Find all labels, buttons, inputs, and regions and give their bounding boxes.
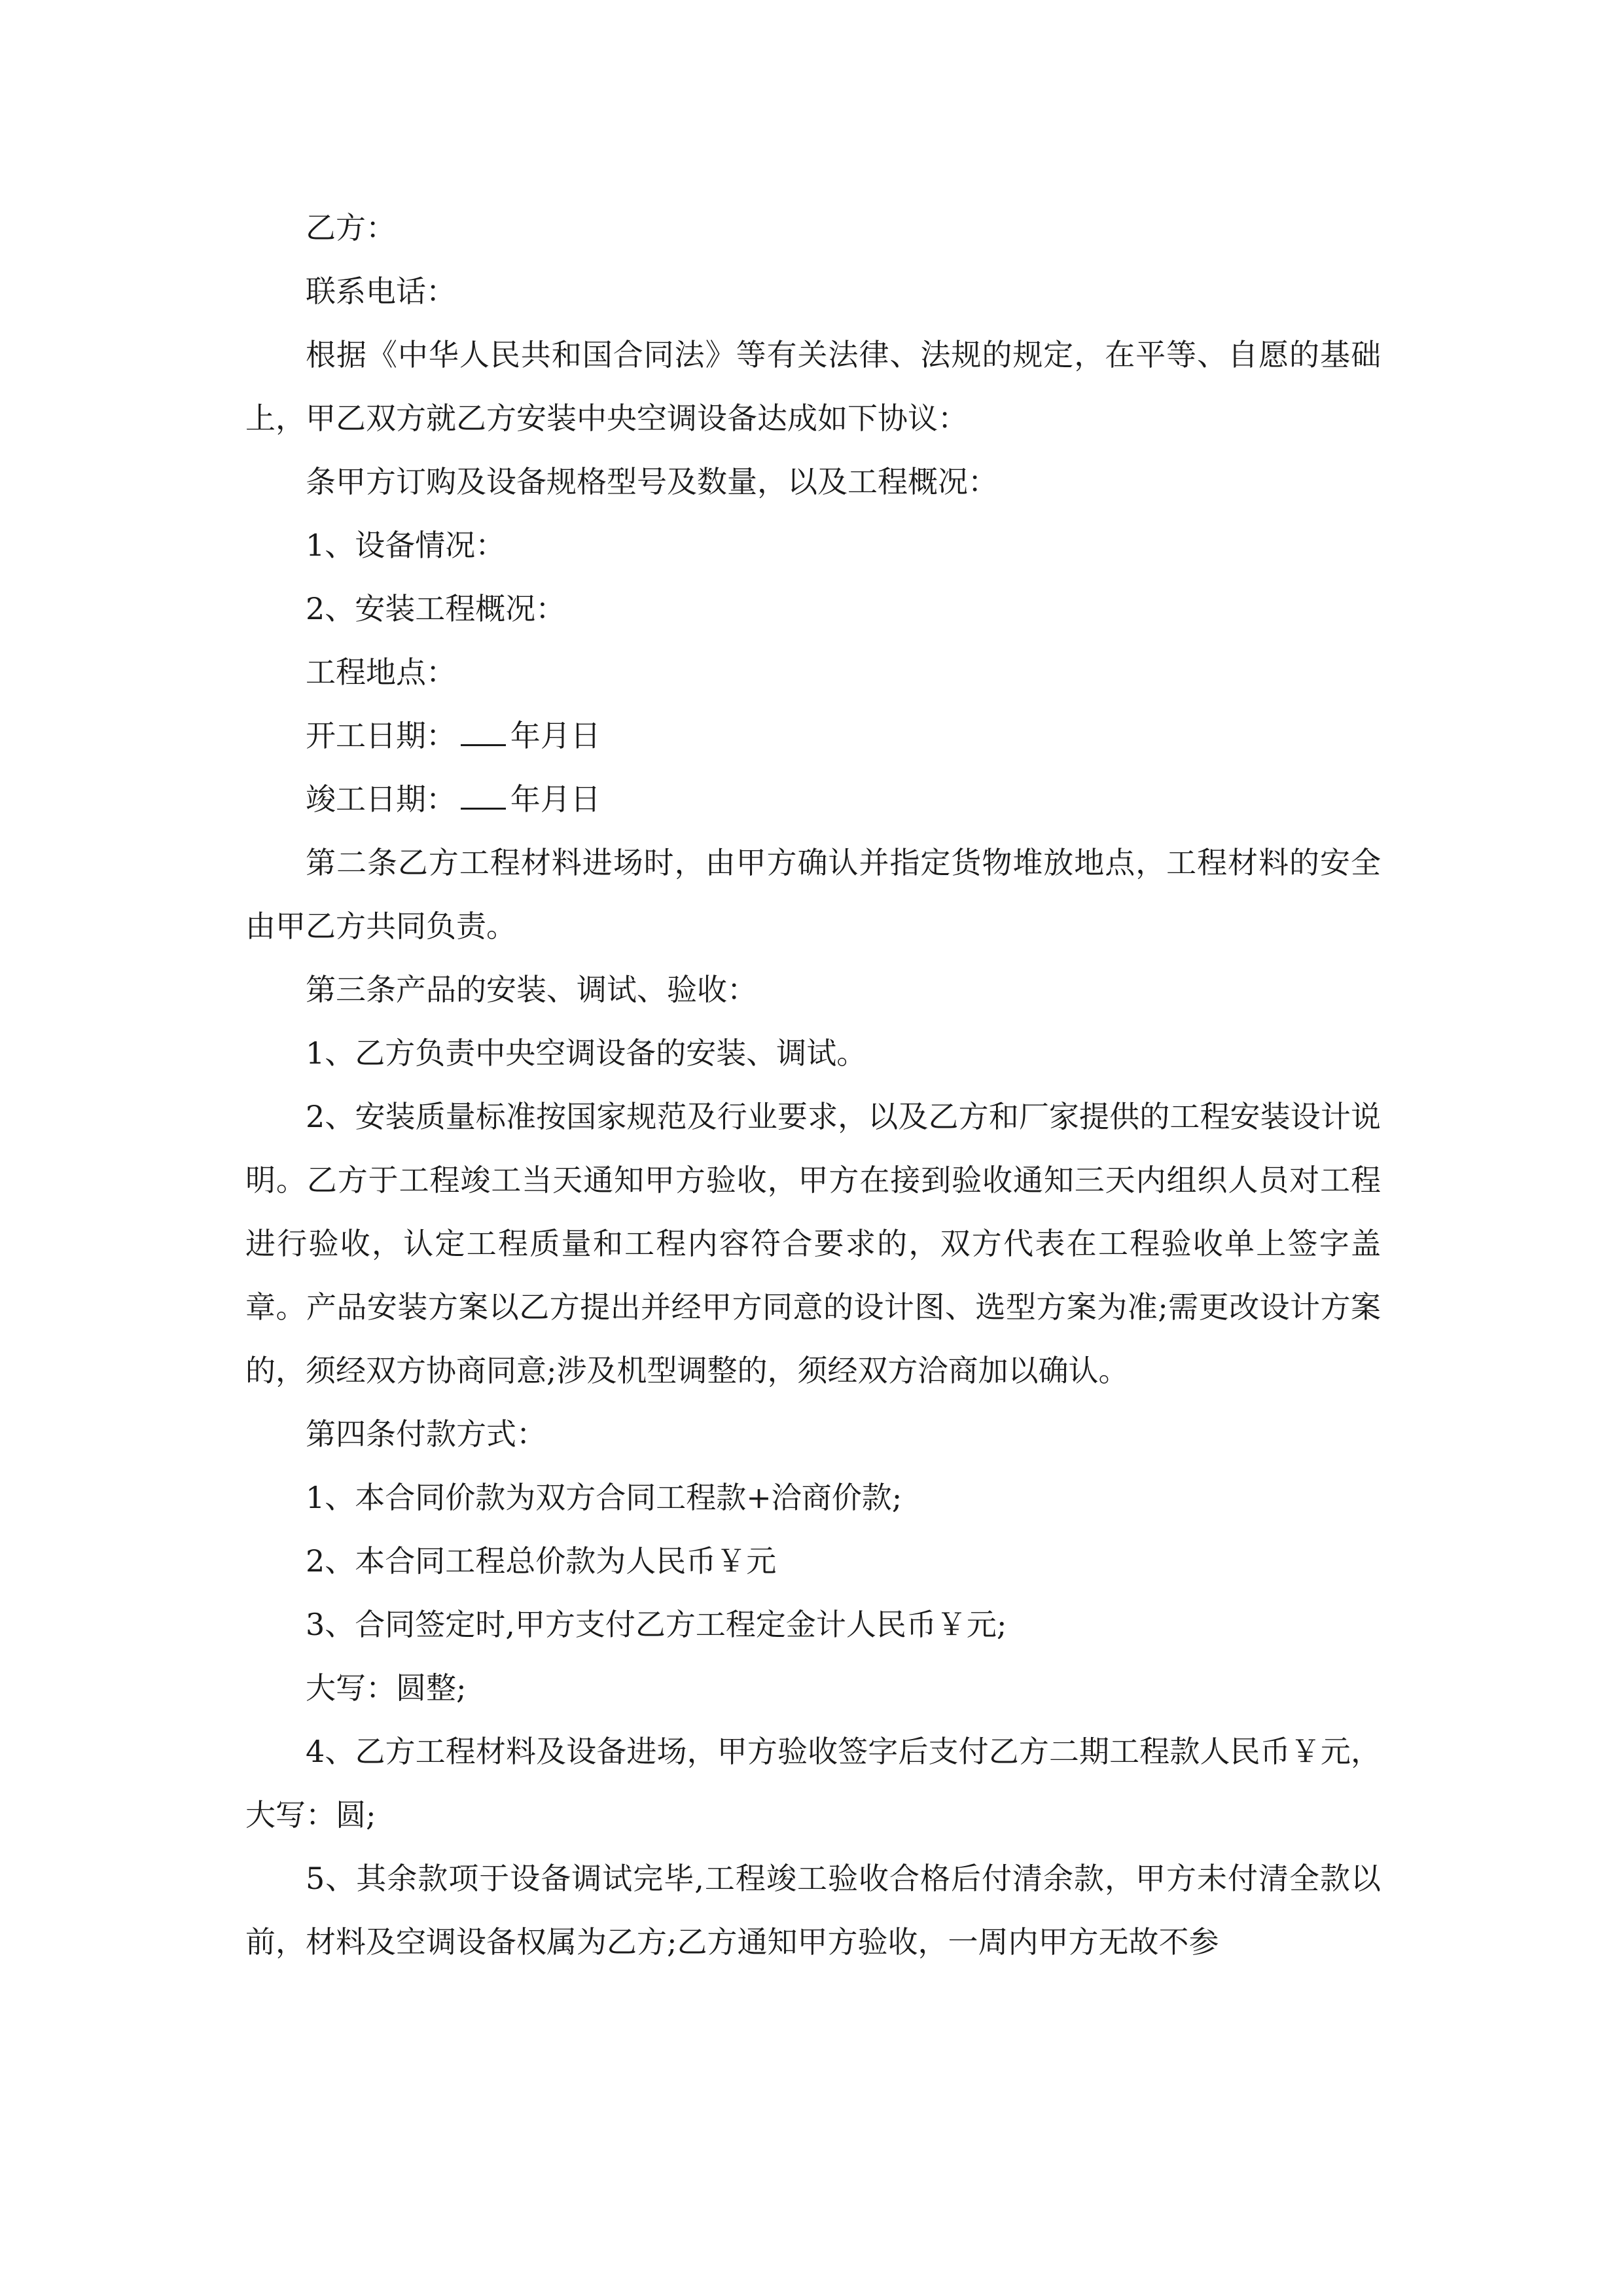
start-date-label: 开工日期： [306, 718, 456, 753]
installation-overview-item: 2、安装工程概况： [306, 591, 566, 626]
article-one-heading: 条甲方订购及设备规格型号及数量，以及工程概况： [306, 464, 998, 499]
start-date-suffix: 年月日 [510, 718, 601, 753]
payment-item-5: 5、其余款项于设备调试完毕,工程竣工验收合格后付清余款，甲方未付清全款以前，材料及空调设备权属为乙方;乙方通知甲方验收，一周内甲方无故不参 [245, 1861, 1381, 1960]
article-three-heading: 第三条产品的安装、调试、验收： [306, 972, 757, 1007]
article-two-paragraph: 第二条乙方工程材料进场时，由甲方确认并指定货物堆放地点，工程材料的安全由甲乙方共同负责。 [245, 845, 1381, 944]
payment-item-4: 4、乙方工程材料及设备进场，甲方验收签字后支付乙方二期工程款人民币￥元，大写：圆; [245, 1734, 1381, 1833]
payment-item-3: 3、合同签定时,甲方支付乙方工程定金计人民币￥元; [306, 1607, 1007, 1642]
start-date-blank [461, 717, 506, 746]
payment-amount-in-words: 大写：圆整; [306, 1670, 467, 1706]
completion-date-line [245, 768, 1381, 831]
equipment-status-item: 1、设备情况： [306, 528, 506, 563]
start-date-line [245, 704, 1381, 768]
article-four-heading: 第四条付款方式： [306, 1416, 546, 1452]
completion-date-suffix: 年月日 [510, 781, 601, 817]
completion-date-blank [461, 781, 506, 810]
payment-item-2: 2、本合同工程总价款为人民币￥元 [306, 1543, 777, 1579]
payment-item-1: 1、本合同价款为双方合同工程款+洽商价款; [306, 1480, 902, 1515]
document-body [245, 196, 1381, 1974]
completion-date-label: 竣工日期： [306, 781, 456, 817]
project-location-line: 工程地点： [306, 655, 456, 690]
article-three-item-2: 2、安装质量标准按国家规范及行业要求，以及乙方和厂家提供的工程安装设计说明。乙方于工程竣工当天通知甲方验收，甲方在接到验收通知三天内组织人员对工程进行验收，认定工程质量和工程内容符合要求的，双方代表在工程验收单上签字盖章。产品安装方案以乙方提出并经甲方同意的设计图、选型方案为准;需更改设计方案的，须经双方协商同意;涉及机型调整的，须经双方洽商加以确认。 [245, 1099, 1381, 1388]
party-b-line: 乙方： [306, 210, 396, 245]
preamble-paragraph: 根据《中华人民共和国合同法》等有关法律、法规的规定，在平等、自愿的基础上，甲乙双方就乙方安装中央空调设备达成如下协议： [245, 337, 1381, 436]
contact-phone-line: 联系电话： [306, 274, 456, 309]
article-three-item-1: 1、乙方负责中央空调设备的安装、调试。 [306, 1035, 867, 1071]
